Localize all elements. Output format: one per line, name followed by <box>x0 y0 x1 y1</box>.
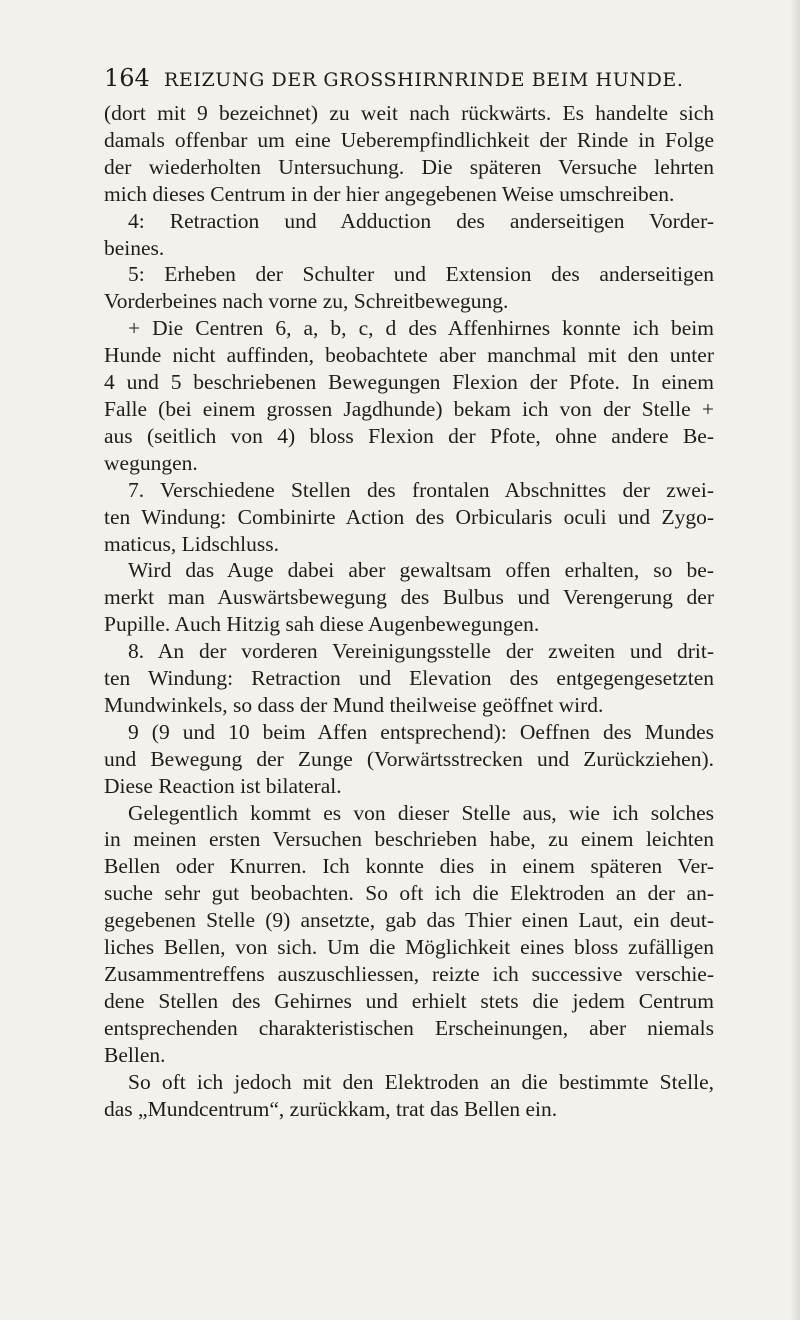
text-line: entsprechenden charakteristischen Erscheinungen, aber niemals <box>104 1015 714 1040</box>
text-line: mich dieses Centrum in der hier angegebenen Weise umschreiben. <box>104 181 675 206</box>
text-line: in meinen ersten Versuchen beschrieben habe, zu einem leichten <box>104 827 714 852</box>
text-line: aus (seitlich von 4) bloss Flexion der Pfote, ohne andere Be- <box>104 423 714 448</box>
paragraph <box>104 638 714 719</box>
text-line: Hunde nicht auffinden, beobachtete aber manchmal mit den unter <box>104 343 714 368</box>
text-line: Pupille. Auch Hitzig sah diese Augenbewegungen. <box>104 612 540 637</box>
text-line: Zusammentreffens auszuschliessen, reizte ich successive verschie- <box>104 962 714 986</box>
text-line: dene Stellen des Gehirnes und erhielt stets die jedem Centrum <box>104 988 714 1013</box>
text-line: maticus, Lidschluss. <box>104 531 279 556</box>
text-line: liches Bellen, von sich. Um die Möglichkeit eines bloss zufälligen <box>104 935 714 960</box>
text-line: wegungen. <box>104 450 198 475</box>
text-line: beines. <box>104 235 165 260</box>
text-line: und Bewegung der Zunge (Vorwärtsstrecken und Zurückziehen). <box>104 746 714 771</box>
page-number: 164 <box>104 64 150 92</box>
paragraph <box>104 477 714 558</box>
paragraph <box>104 719 714 800</box>
text-line: + Die Centren 6, a, b, c, d des Affenhirnes konnte ich beim <box>128 316 714 341</box>
text-line: ten Windung: Combinirte Action des Orbicularis oculi und Zygo- <box>104 504 714 529</box>
text-line: Falle (bei einem grossen Jagdhunde) bekam ich von der Stelle + <box>104 396 714 421</box>
text-line: Wird das Auge dabei aber gewaltsam offen erhalten, so be- <box>128 558 714 583</box>
text-line: Diese Reaction ist bilateral. <box>104 773 342 798</box>
text-line: suche sehr gut beobachten. So oft ich die Elektroden an der an- <box>104 881 714 906</box>
text-line: merkt man Auswärtsbewegung des Bulbus und Verengerung der <box>104 585 714 610</box>
text-line: 4 und 5 beschriebenen Bewegungen Flexion der Pfote. In einem <box>104 370 714 395</box>
text-line: 8. An der vorderen Vereinigungsstelle der zweiten und drit- <box>128 639 714 664</box>
text-line: das „Mundcentrum“, zurückkam, trat das Bellen ein. <box>104 1096 558 1121</box>
text-line: 4: Retraction und Adduction des anderseitigen Vorder- <box>128 208 714 233</box>
paragraph <box>104 557 714 638</box>
running-header <box>104 60 704 96</box>
body-text <box>104 100 714 1122</box>
paragraph <box>104 261 714 315</box>
text-line: Bellen oder Knurren. Ich konnte dies in einem späteren Ver- <box>104 854 714 879</box>
text-line: Bellen. <box>104 1042 166 1067</box>
text-line: Gelegentlich kommt es von dieser Stelle aus, wie ich solches <box>128 800 714 825</box>
text-line: 9 (9 und 10 beim Affen entsprechend): Oeffnen des Mundes <box>128 719 714 744</box>
text-line: 5: Erheben der Schulter und Extension des anderseitigen <box>128 262 714 287</box>
page-edge-shadow <box>790 0 800 1320</box>
text-line: (dort mit 9 bezeichnet) zu weit nach rückwärts. Es handelte sich <box>104 101 714 125</box>
text-line: 7. Verschiedene Stellen des frontalen Abschnittes der zwei- <box>128 477 714 502</box>
paragraph <box>104 800 714 1069</box>
text-line: ten Windung: Retraction und Elevation des entgegengesetzten <box>104 666 714 691</box>
text-line: der wiederholten Untersuchung. Die späteren Versuche lehrten <box>104 154 714 179</box>
paragraph <box>104 1069 714 1123</box>
paragraph <box>104 208 714 262</box>
text-line: damals offenbar um eine Ueberempfindlichkeit der Rinde in Folge <box>104 127 714 152</box>
text-line: Vorderbeines nach vorne zu, Schreitbewegung. <box>104 289 509 314</box>
text-line: So oft ich jedoch mit den Elektroden an die bestimmte Stelle, <box>128 1069 714 1094</box>
paragraph <box>104 315 714 476</box>
text-line: gegebenen Stelle (9) ansetzte, gab das Thier einen Laut, ein deut- <box>104 908 714 933</box>
text-line: Mundwinkels, so dass der Mund theilweise geöffnet wird. <box>104 692 604 717</box>
paragraph <box>104 100 714 208</box>
running-title: REIZUNG DER GROSSHIRNRINDE BEIM HUNDE. <box>164 69 684 91</box>
